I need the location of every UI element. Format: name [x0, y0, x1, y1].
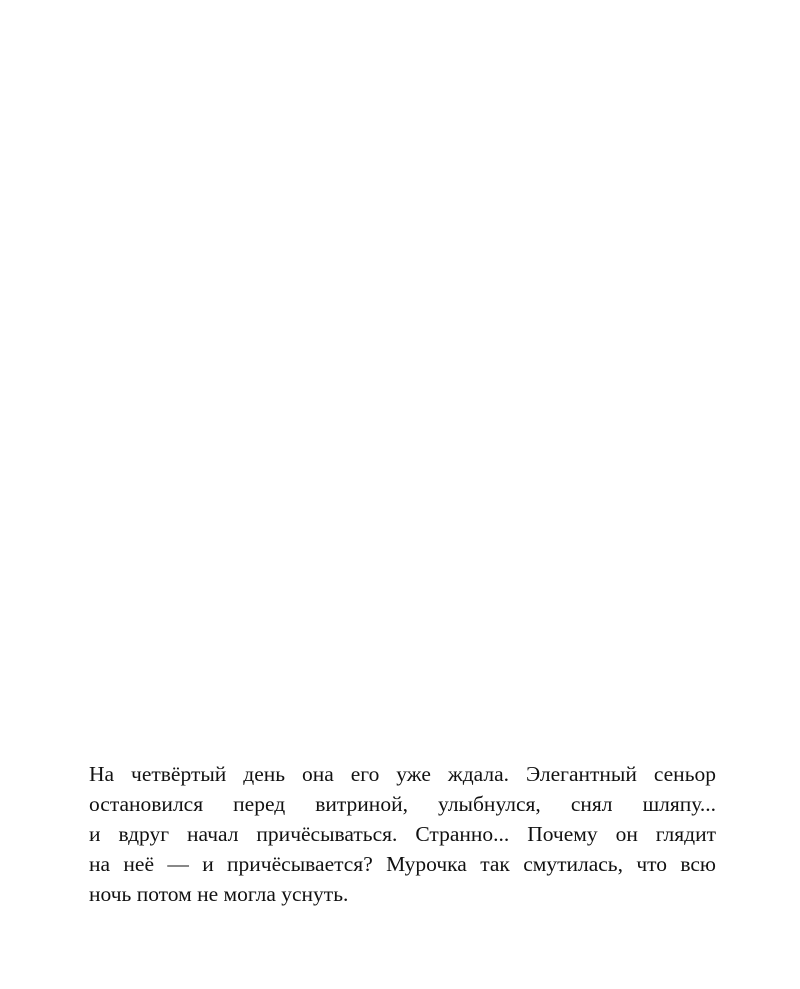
paragraph-line-2: остановился перед витриной, улыбнулся, снял шляпу...: [89, 792, 716, 816]
story-paragraph: [89, 759, 716, 909]
paragraph-line-1: На четвёртый день она его уже ждала. Элегантный сеньор: [89, 762, 716, 786]
paragraph-line-5: ночь потом не могла уснуть.: [89, 882, 349, 906]
paragraph-line-4: на неё — и причёсывается? Мурочка так смутилась, что всю: [89, 852, 716, 876]
paragraph-line-3: и вдруг начал причёсываться. Странно... Почему он глядит: [89, 822, 716, 846]
